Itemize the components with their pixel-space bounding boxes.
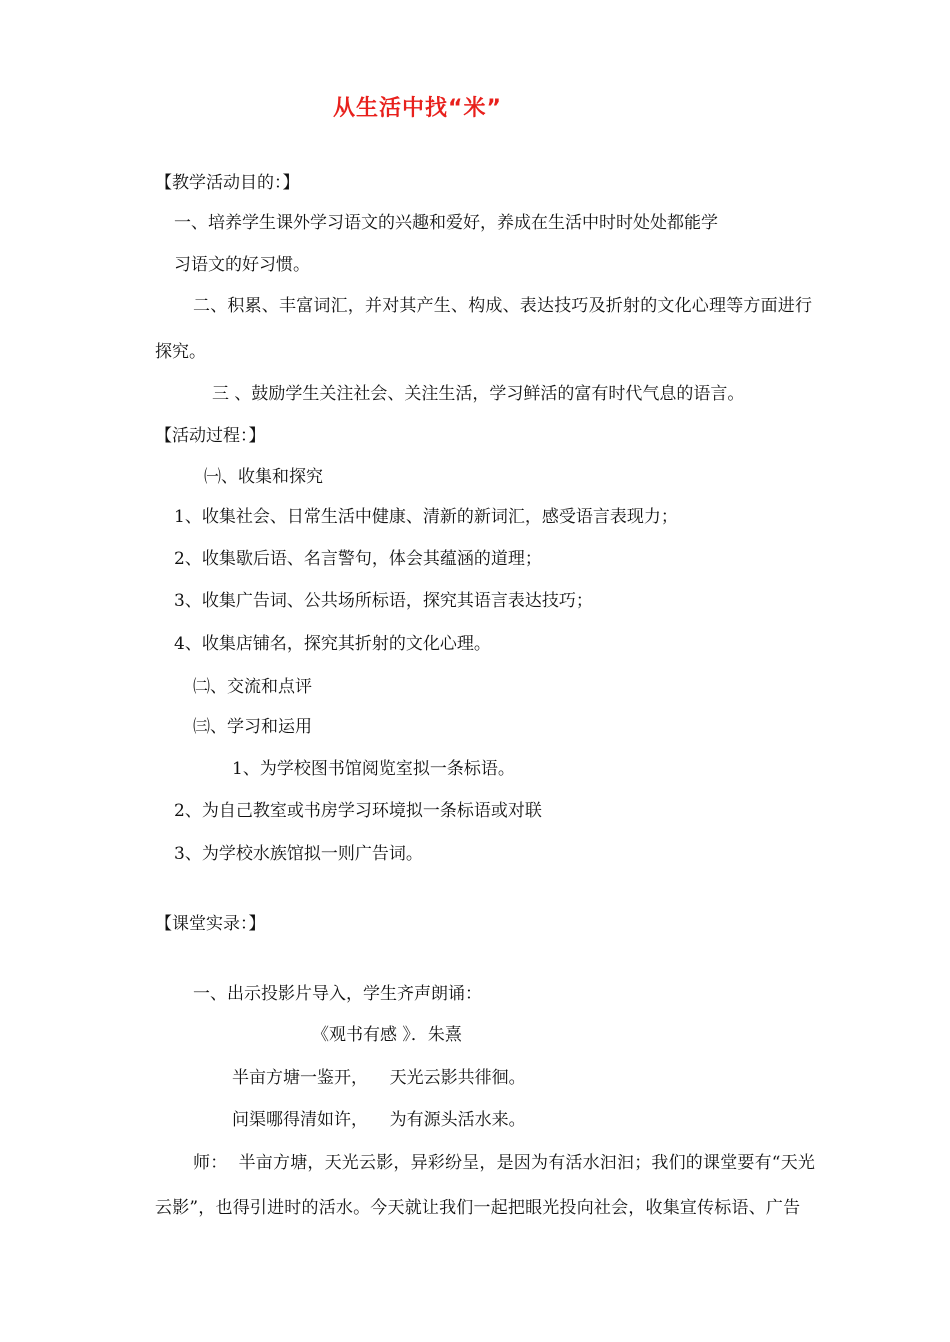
- goals-heading: 【教学活动目的：】: [155, 173, 300, 193]
- record-heading: 【课堂实录：】: [155, 914, 266, 934]
- record-line: 一、出示投影片导入，学生齐声朗诵：: [193, 984, 482, 1004]
- goal-line-5: 三 、鼓励学生关注社会、关注生活，学习鲜活的富有时代气息的语言。: [212, 384, 745, 404]
- goal-line-1: 一、培养学生课外学习语文的兴趣和爱好，养成在生活中时时处处都能学: [174, 213, 718, 233]
- goal-line-2: 习语文的好习惯。: [174, 255, 310, 275]
- document-title: 从生活中找“米”: [333, 96, 502, 121]
- process-step-2: ㈡、交流和点评: [193, 677, 312, 697]
- process-item: 4、收集店铺名，探究其折射的文化心理。: [174, 634, 491, 654]
- goal-line-4: 探究。: [155, 342, 206, 362]
- record-line: 云影”，也得引进时的活水。今天就让我们一起把眼光投向社会，收集宣传标语、广告: [155, 1198, 801, 1218]
- process-item: 2、收集歇后语、名言警句，体会其蕴涵的道理；: [174, 549, 542, 569]
- process-heading: 【活动过程：】: [155, 426, 266, 446]
- process-item: 1、收集社会、日常生活中健康、清新的新词汇，感受语言表现力；: [174, 507, 678, 527]
- process-step-1: ㈠、收集和探究: [204, 467, 323, 487]
- process-item: 2、为自己教室或书房学习环境拟一条标语或对联: [174, 801, 542, 821]
- process-item: 3、为学校水族馆拟一则广告词。: [174, 844, 423, 864]
- goal-line-3: 二、积累、丰富词汇，并对其产生、构成、表达技巧及折射的文化心理等方面进行: [193, 296, 813, 316]
- record-line: 师： 半亩方塘，天光云影，异彩纷呈，是因为有活水汩汩；我们的课堂要有“天光: [193, 1153, 816, 1173]
- process-step-3: ㈢、学习和运用: [193, 717, 312, 737]
- process-item: 1、为学校图书馆阅览室拟一条标语。: [232, 759, 515, 779]
- poem-title: 《观书有感 》．朱熹: [312, 1025, 462, 1045]
- poem-line-2: 问渠哪得清如许， 为有源头活水来。: [232, 1110, 526, 1130]
- poem-line-1: 半亩方塘一鉴开， 天光云影共徘徊。: [232, 1068, 526, 1088]
- process-item: 3、收集广告词、公共场所标语，探究其语言表达技巧；: [174, 591, 593, 611]
